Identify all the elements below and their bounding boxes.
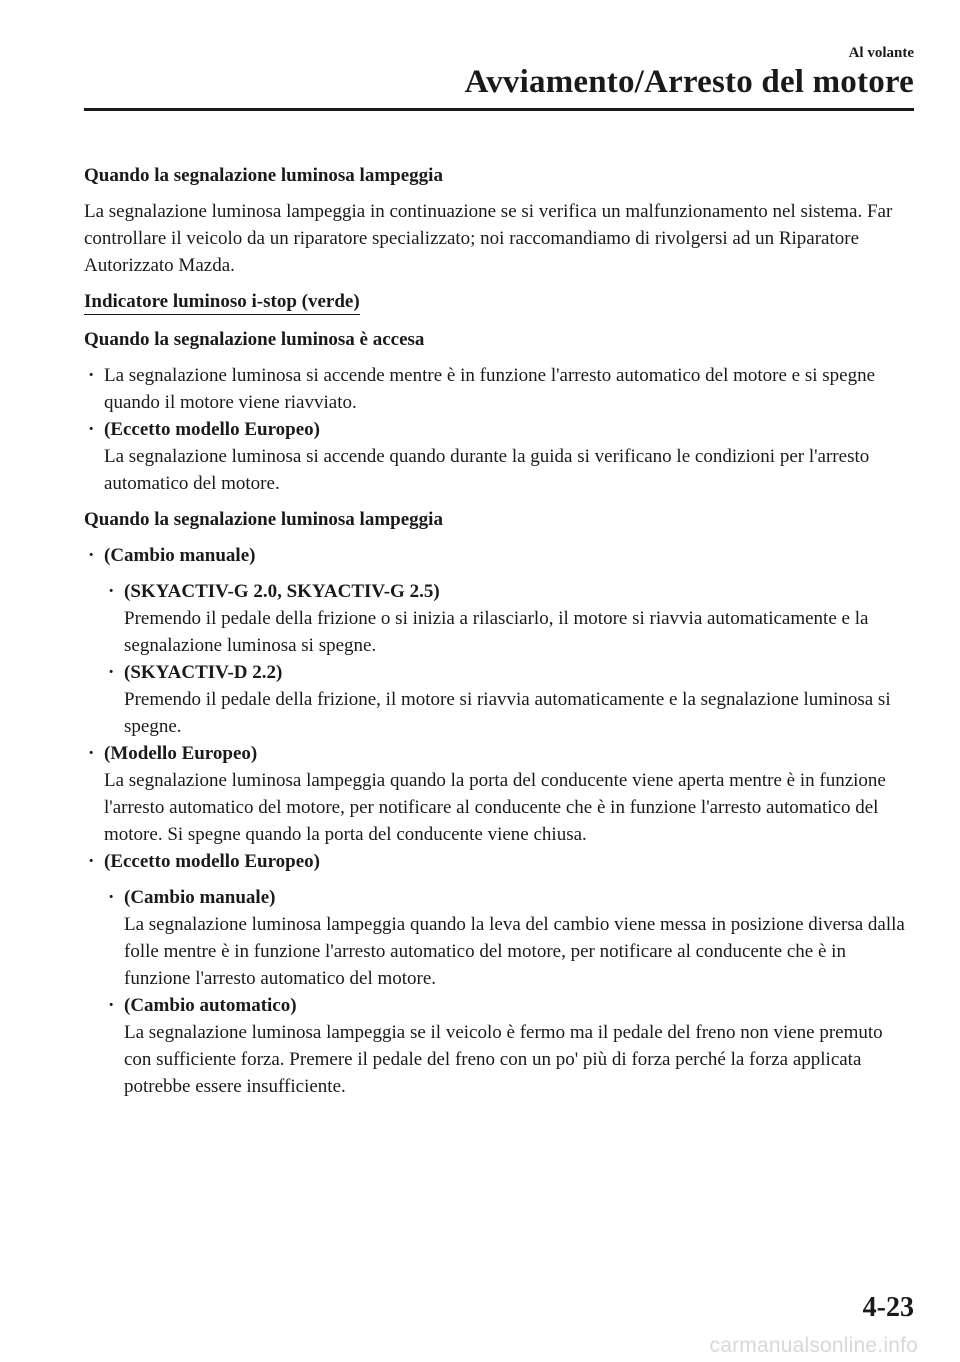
list-item — [104, 884, 914, 992]
list-item-text: Premendo il pedale della frizione o si inizia a rilasciarlo, il motore si riavvia automaticamente e la segnalazione luminosa si spegne. — [124, 608, 869, 656]
list-item-text: Premendo il pedale della frizione, il motore si riavvia automaticamente e la segnalazione luminosa si spegne. — [124, 689, 891, 737]
subheading-flashing-2: Quando la segnalazione luminosa lampeggia — [84, 509, 443, 530]
list-item — [84, 362, 914, 416]
chapter-title: Avviamento/Arresto del motore — [464, 64, 914, 100]
list-item-text: La segnalazione luminosa lampeggia se il veicolo è fermo ma il pedale del freno non viene premuto con sufficiente forza. Premere il pedale del freno con un po' più di forza perché la forza applicata potrebbe essere insufficiente. — [124, 1022, 883, 1097]
list-item — [104, 659, 914, 740]
list-item — [104, 992, 914, 1100]
page-content — [84, 162, 914, 1100]
list-item — [84, 542, 914, 569]
list-item-text: La segnalazione luminosa si accende mentre è in funzione l'arresto automatico del motore e si spegne quando il motore viene riavviato. — [104, 365, 876, 413]
list-item-title: · (Eccetto modello Europeo) — [104, 419, 320, 440]
subheading-illuminated: Quando la segnalazione luminosa è accesa — [84, 329, 425, 350]
header-divider — [84, 108, 914, 111]
list-item-text: La segnalazione luminosa si accende quando durante la guida si verificano le condizioni per l'arresto automatico del motore. — [104, 446, 870, 494]
list-item — [104, 578, 914, 659]
list-item — [84, 848, 914, 875]
section-label: Al volante — [848, 45, 914, 61]
list-item-text: La segnalazione luminosa lampeggia quando la leva del cambio viene messa in posizione diversa dalla folle mentre è in funzione l'arresto automatico del motore, per notificare al conducente che è in funzione l'arresto automatico del motore. — [124, 914, 905, 989]
list-item-title: · (SKYACTIV-D 2.2) — [124, 662, 283, 683]
section-title-istop: Indicatore luminoso i-stop (verde) — [84, 290, 360, 315]
list-item-title: · (Cambio automatico) — [124, 995, 297, 1016]
subheading-flashing: Quando la segnalazione luminosa lampeggia — [84, 165, 443, 186]
list-item-text: La segnalazione luminosa lampeggia quando la porta del conducente viene aperta mentre è in funzione l'arresto automatico del motore, per notificare al conducente che è in funzione l'arresto automatico del motore. Si spegne quando la porta del conducente viene chiusa. — [104, 770, 886, 845]
list-item — [84, 740, 914, 848]
page-header — [465, 44, 914, 102]
list-item — [84, 416, 914, 497]
list-item-title: · (Eccetto modello Europeo) — [104, 851, 320, 872]
watermark[interactable]: carmanualsonline.info — [709, 1334, 918, 1357]
list-item-title: · (Modello Europeo) — [104, 743, 258, 764]
list-item-title: · (Cambio manuale) — [124, 887, 276, 908]
list-item-title: · (SKYACTIV-G 2.0, SKYACTIV-G 2.5) — [124, 581, 440, 602]
paragraph-malfunction: La segnalazione luminosa lampeggia in continuazione se si verifica un malfunzionamento nel sistema. Far controllare il veicolo da un riparatore specializzato; noi raccomandiamo di rivolgersi ad un Riparatore Autorizzato Mazda. — [84, 201, 893, 276]
list-item-title: · (Cambio manuale) — [104, 545, 256, 566]
page-number: 4-23 — [862, 1292, 914, 1323]
